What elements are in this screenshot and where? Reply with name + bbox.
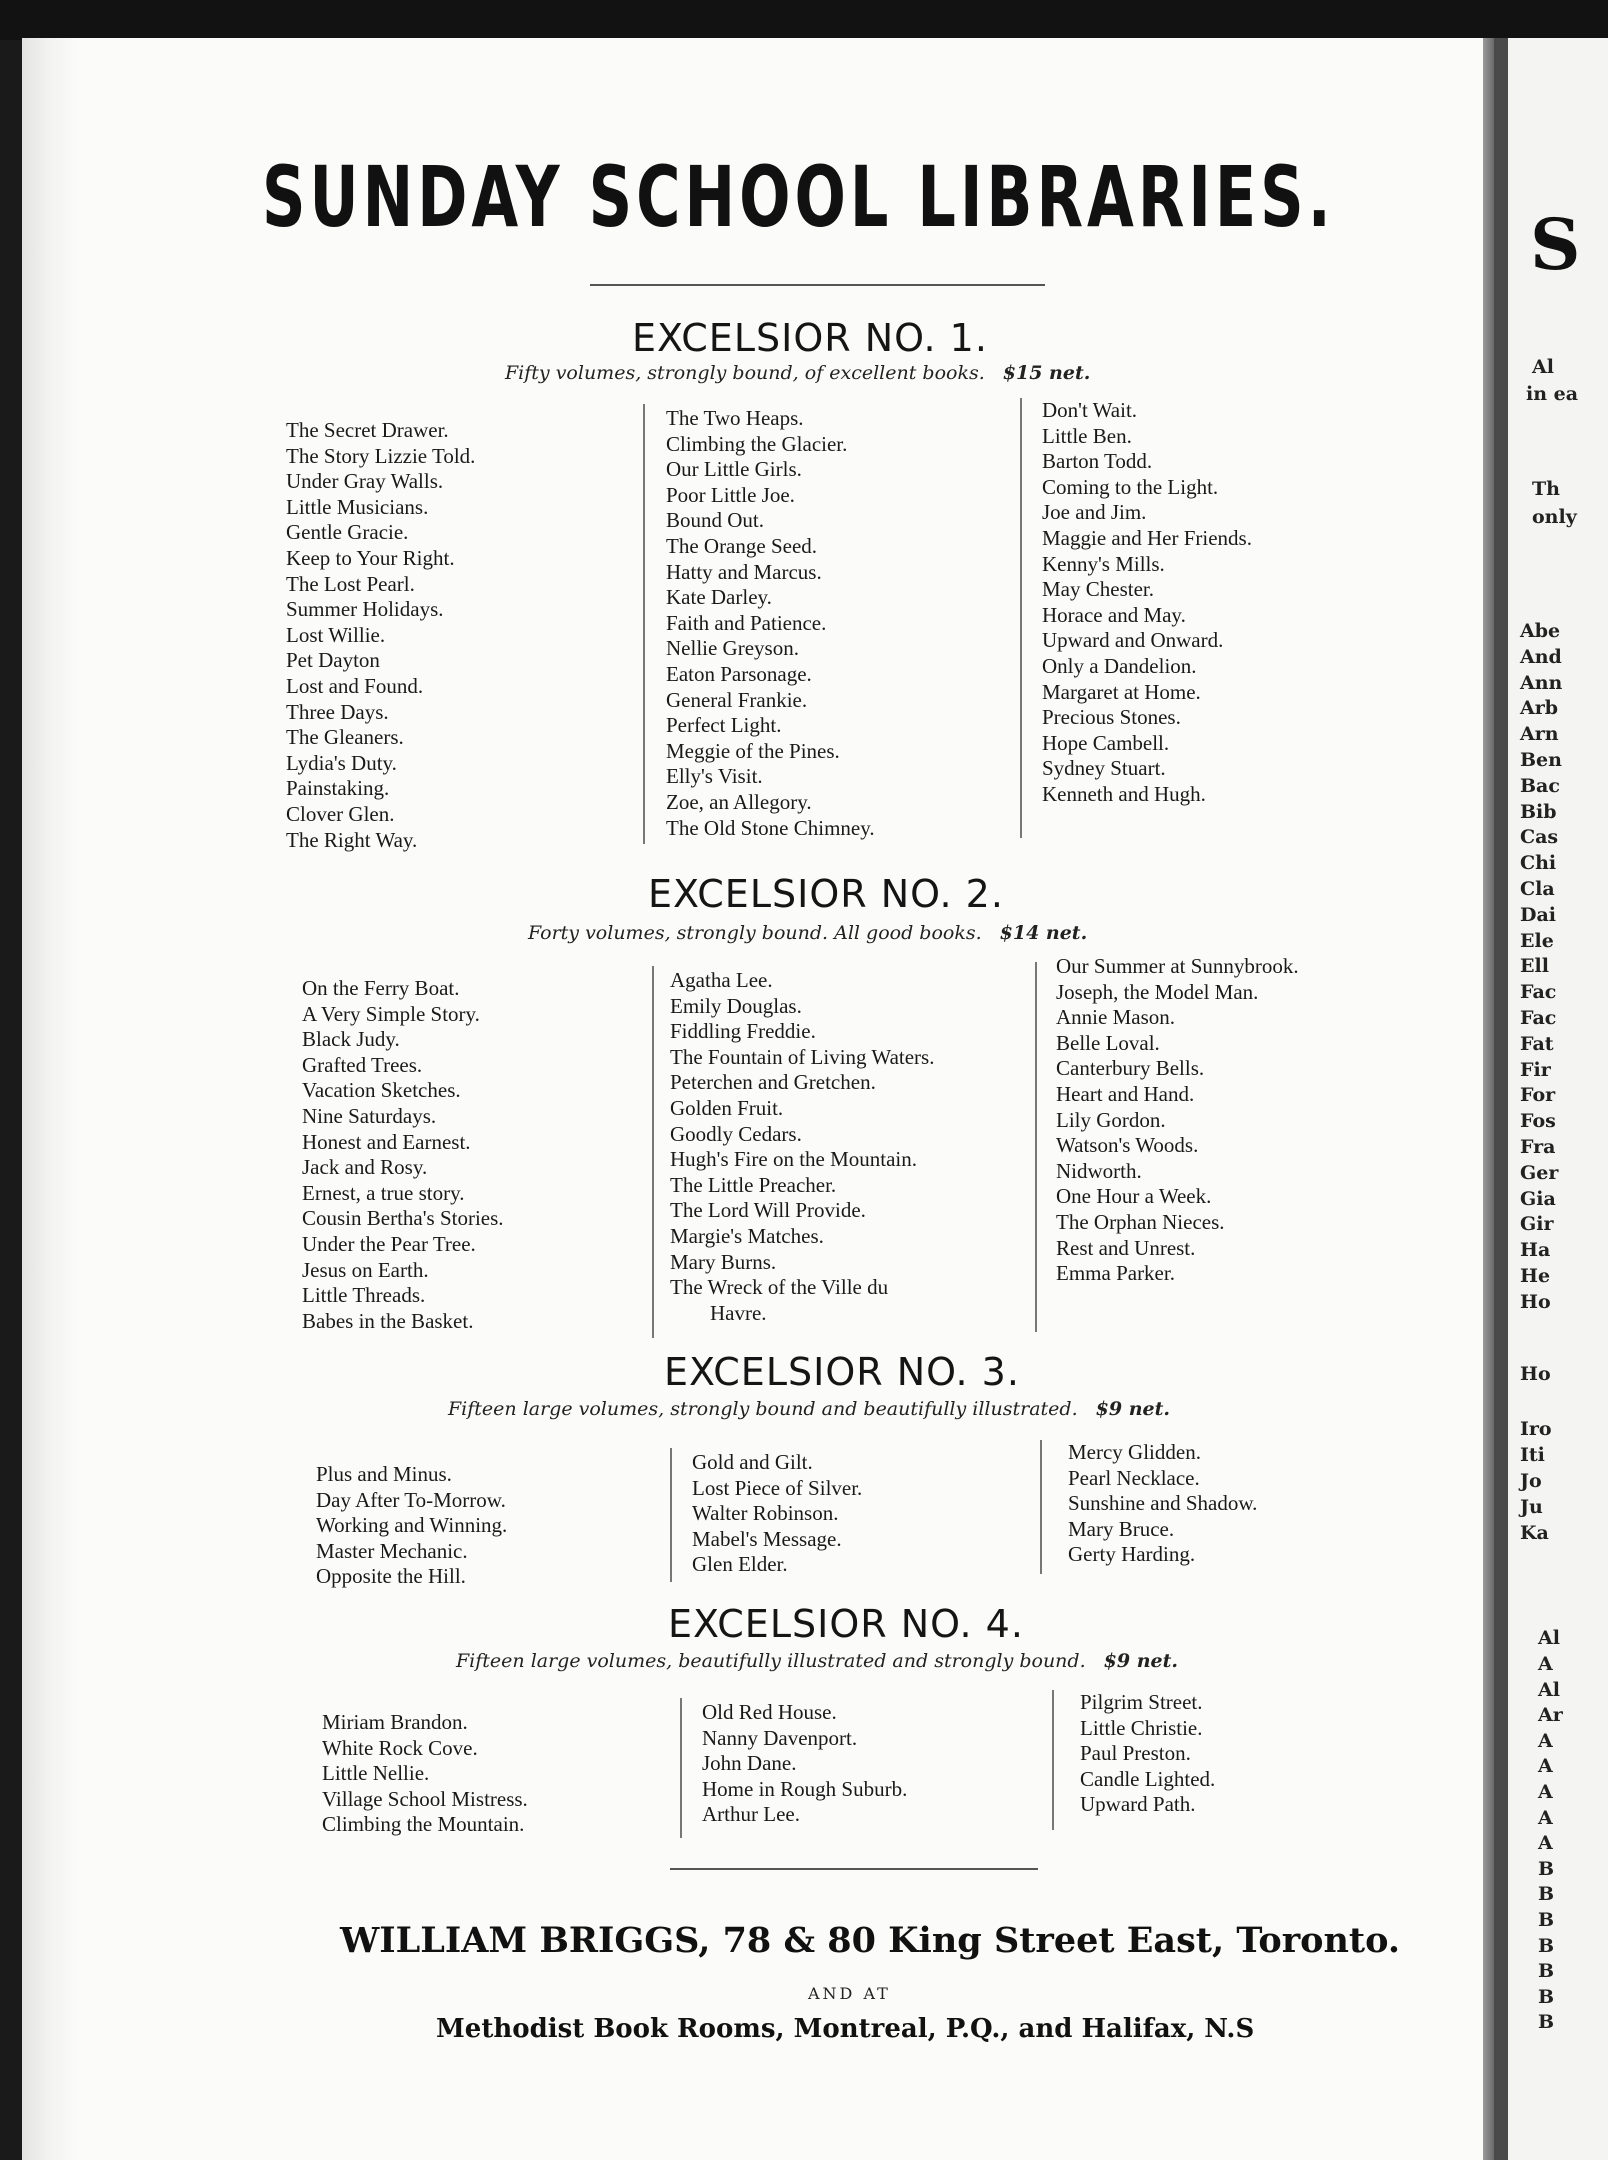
adjacent-page-line: B	[1538, 1985, 1555, 2008]
book-title: The Old Stone Chimney.	[666, 815, 875, 840]
book-title: Joe and Jim.	[1042, 500, 1147, 525]
branches-line: Methodist Book Rooms, Montreal, P.Q., and Halifax, N.S	[436, 2014, 1255, 2044]
book-title: Precious Stones.	[1042, 705, 1181, 730]
publisher-line: WILLIAM BRIGGS, 78 & 80 King Street East, Toronto.	[340, 1920, 1401, 1961]
book-title: Watson's Woods.	[1056, 1133, 1199, 1158]
book-title: Perfect Light.	[666, 713, 782, 738]
book-title: Arthur Lee.	[702, 1802, 800, 1827]
column-divider	[1020, 398, 1022, 838]
book-title: The Gleaners.	[286, 725, 404, 750]
book-title: Mary Burns.	[670, 1249, 777, 1274]
book-title: Faith and Patience.	[666, 610, 827, 635]
book-title: Mary Bruce.	[1068, 1516, 1175, 1541]
adjacent-page-line: Gia	[1520, 1187, 1556, 1210]
book-title: Zoe, an Allegory.	[666, 789, 812, 814]
column-divider	[680, 1698, 682, 1838]
section-subtitle-4	[456, 1650, 1178, 1672]
book-title: The Wreck of the Ville du	[670, 1275, 889, 1300]
book-column	[322, 1710, 528, 1838]
adjacent-page-line: For	[1520, 1084, 1556, 1107]
book-title: Kenny's Mills.	[1042, 551, 1165, 576]
book-title: Cousin Bertha's Stories.	[302, 1206, 504, 1231]
adjacent-page-line: Ha	[1520, 1239, 1551, 1262]
book-title: Canterbury Bells.	[1056, 1056, 1205, 1081]
section-subtitle-text: Fifty volumes, strongly bound, of excellent books.	[505, 362, 985, 384]
book-title: Hugh's Fire on the Mountain.	[670, 1147, 918, 1172]
adjacent-page-line: B	[1538, 1960, 1555, 1983]
book-title: Upward and Onward.	[1042, 628, 1224, 653]
book-title: Day After To-Morrow.	[316, 1487, 506, 1512]
book-column	[1068, 1440, 1257, 1568]
footer-rule	[670, 1868, 1038, 1870]
book-title: Little Threads.	[302, 1283, 426, 1308]
adjacent-page-line: And	[1520, 645, 1562, 668]
adjacent-page-line: A	[1538, 1729, 1553, 1752]
adjacent-page-line: Ka	[1520, 1521, 1549, 1544]
book-column	[692, 1450, 862, 1578]
section-price: $14 net.	[999, 922, 1088, 944]
book-title: Village School Mistress.	[322, 1786, 528, 1811]
adjacent-page-line: Fir	[1520, 1058, 1551, 1081]
section-heading-3: EXCELSIOR NO. 3.	[664, 1350, 1020, 1394]
book-title: Opposite the Hill.	[316, 1564, 466, 1589]
book-title: Lydia's Duty.	[286, 750, 397, 775]
column-divider	[652, 966, 654, 1338]
adjacent-page-line: Bib	[1520, 800, 1557, 823]
section-subtitle-text: Forty volumes, strongly bound. All good books.	[528, 922, 982, 944]
book-title: Little Ben.	[1042, 423, 1132, 448]
adjacent-page-line: Dai	[1520, 903, 1557, 926]
section-price: $15 net.	[1002, 362, 1091, 384]
book-title: Jack and Rosy.	[302, 1155, 428, 1180]
page-binding-shadow	[22, 38, 80, 2160]
book-title: Rest and Unrest.	[1056, 1235, 1196, 1260]
adjacent-page-line: Arn	[1520, 723, 1559, 746]
adjacent-page-line: B	[1538, 1909, 1555, 1931]
book-title: Gentle Gracie.	[286, 520, 409, 545]
book-title: Goodly Cedars.	[670, 1121, 802, 1146]
book-title: Miriam Brandon.	[322, 1710, 468, 1734]
adjacent-page-line: Fac	[1520, 981, 1557, 1004]
book-title: Margie's Matches.	[670, 1223, 824, 1248]
book-title: Eaton Parsonage.	[666, 661, 812, 686]
book-title: Plus and Minus.	[316, 1462, 452, 1486]
book-title: Sunshine and Shadow.	[1068, 1491, 1258, 1516]
book-title: Belle Loval.	[1056, 1030, 1160, 1055]
adjacent-page-line: Cas	[1520, 826, 1559, 849]
book-title: Gold and Gilt.	[692, 1450, 813, 1474]
book-title: One Hour a Week.	[1056, 1184, 1212, 1209]
book-title: Hatty and Marcus.	[666, 559, 822, 584]
book-title: The Orange Seed.	[666, 533, 818, 558]
book-title: White Rock Cove.	[322, 1735, 478, 1760]
adjacent-page-line: Al	[1532, 356, 1554, 378]
book-column	[666, 406, 875, 841]
book-title: Elly's Visit.	[666, 764, 763, 789]
column-divider	[1052, 1690, 1054, 1830]
scan-top-edge	[0, 0, 1608, 40]
section-heading-2: EXCELSIOR NO. 2.	[648, 872, 1004, 916]
adjacent-page-line: Ger	[1520, 1161, 1559, 1184]
book-title: The Story Lizzie Told.	[286, 443, 476, 468]
book-title: Nidworth.	[1056, 1158, 1142, 1183]
adjacent-page-line: B	[1538, 1883, 1555, 1906]
book-title: Bound Out.	[666, 508, 765, 533]
book-title: Clover Glen.	[286, 801, 395, 826]
book-title: Pilgrim Street.	[1080, 1690, 1203, 1714]
adjacent-page-line: Ben	[1520, 749, 1562, 771]
book-title: Nine Saturdays.	[302, 1103, 437, 1128]
book-title: The Right Way.	[286, 827, 418, 852]
book-title: Climbing the Glacier.	[666, 431, 848, 456]
book-title: Annie Mason.	[1056, 1005, 1175, 1030]
book-title: Heart and Hand.	[1056, 1081, 1195, 1106]
book-title: Emily Douglas.	[670, 993, 802, 1018]
book-title: The Orphan Nieces.	[1056, 1209, 1225, 1234]
book-title: The Little Preacher.	[670, 1172, 837, 1197]
adjacent-page-line: A	[1538, 1781, 1553, 1803]
book-title: Under Gray Walls.	[286, 469, 444, 494]
title-rule	[590, 284, 1045, 286]
book-title: Gerty Harding.	[1068, 1542, 1196, 1567]
adjacent-page-line: Ho	[1520, 1362, 1551, 1385]
book-column	[1080, 1690, 1215, 1818]
adjacent-page-line: Bac	[1520, 774, 1560, 797]
book-title: Ernest, a true story.	[302, 1180, 465, 1205]
adjacent-page-line: Iro	[1520, 1418, 1552, 1441]
book-title: The Lord Will Provide.	[670, 1198, 866, 1223]
book-column	[286, 418, 475, 853]
book-title: Glen Elder.	[692, 1552, 788, 1577]
book-title: Walter Robinson.	[692, 1501, 839, 1526]
book-title: Our Little Girls.	[666, 457, 802, 482]
adjacent-page-line: Ann	[1520, 671, 1563, 694]
book-title: Little Musicians.	[286, 494, 429, 519]
book-title: Lily Gordon.	[1056, 1107, 1166, 1132]
book-title: Lost and Found.	[286, 673, 424, 698]
adjacent-page-line: Fac	[1520, 1007, 1557, 1029]
book-title: Little Christie.	[1080, 1715, 1203, 1740]
book-title: The Lost Pearl.	[286, 571, 415, 596]
book-title: Nanny Davenport.	[702, 1725, 858, 1750]
book-title: Mabel's Message.	[692, 1526, 842, 1551]
book-title: Upward Path.	[1080, 1792, 1196, 1817]
section-subtitle-2	[528, 922, 1087, 944]
book-title: May Chester.	[1042, 577, 1154, 602]
book-column	[316, 1462, 507, 1590]
column-divider	[670, 1448, 672, 1582]
book-title: Under the Pear Tree.	[302, 1231, 476, 1256]
book-title: The Fountain of Living Waters.	[670, 1044, 935, 1069]
adjacent-page-line: Ju	[1520, 1495, 1543, 1518]
adjacent-page-line: A	[1538, 1653, 1553, 1675]
column-divider	[1040, 1440, 1042, 1574]
adjacent-page-line: Al	[1538, 1678, 1560, 1701]
adjacent-page-line: A	[1538, 1806, 1553, 1829]
book-title: Mercy Glidden.	[1068, 1440, 1201, 1464]
page-title: SUNDAY SCHOOL LIBRARIES.	[262, 148, 1335, 246]
book-title: Honest and Earnest.	[302, 1129, 471, 1154]
book-title: Coming to the Light.	[1042, 474, 1219, 499]
adjacent-page-line: Abe	[1520, 620, 1561, 642]
book-title: John Dane.	[702, 1751, 797, 1776]
book-column	[1042, 398, 1252, 808]
book-title: Painstaking.	[286, 776, 390, 801]
book-title: Golden Fruit.	[670, 1095, 784, 1120]
adjacent-page-line: only	[1532, 506, 1577, 528]
book-title: Lost Willie.	[286, 622, 386, 647]
book-title: Meggie of the Pines.	[666, 738, 840, 763]
book-title: On the Ferry Boat.	[302, 976, 460, 1000]
section-heading-4: EXCELSIOR NO. 4.	[668, 1602, 1024, 1646]
book-title: Pearl Necklace.	[1068, 1465, 1200, 1490]
section-subtitle-text: Fifteen large volumes, strongly bound and beautifully illustrated.	[448, 1398, 1078, 1420]
book-title: General Frankie.	[666, 687, 808, 712]
section-heading-1: EXCELSIOR NO. 1.	[632, 316, 988, 360]
column-divider	[1035, 962, 1037, 1332]
book-title: Poor Little Joe.	[666, 482, 795, 507]
adjacent-page-line: Ele	[1520, 929, 1554, 952]
section-subtitle-3	[448, 1398, 1170, 1420]
book-title: Master Mechanic.	[316, 1538, 468, 1563]
adjacent-page-line: Chi	[1520, 852, 1557, 875]
adjacent-page-line: He	[1520, 1265, 1551, 1287]
adjacent-page-line: A	[1538, 1755, 1553, 1778]
book-title: A Very Simple Story.	[302, 1001, 480, 1026]
book-title: Climbing the Mountain.	[322, 1812, 525, 1837]
book-title: Agatha Lee.	[670, 968, 773, 992]
adjacent-page-line: Arb	[1520, 697, 1559, 720]
adjacent-page-line: in ea	[1526, 383, 1579, 405]
book-title: Emma Parker.	[1056, 1261, 1175, 1286]
book-column	[702, 1700, 907, 1828]
adjacent-page-big-letter: S	[1530, 203, 1581, 286]
book-title: Babes in the Basket.	[302, 1308, 474, 1333]
book-title: Working and Winning.	[316, 1513, 508, 1538]
book-title: Pet Dayton	[286, 648, 380, 673]
book-column	[670, 968, 934, 1326]
adjacent-page-line: B	[1538, 1857, 1555, 1880]
adjacent-page-line: Fat	[1520, 1032, 1554, 1055]
book-title: Peterchen and Gretchen.	[670, 1070, 876, 1095]
adjacent-page-line: Jo	[1520, 1470, 1542, 1492]
book-title: Little Nellie.	[322, 1761, 430, 1786]
book-title: Grafted Trees.	[302, 1052, 423, 1077]
book-column	[302, 976, 504, 1334]
book-title: Horace and May.	[1042, 602, 1186, 627]
book-title: Lost Piece of Silver.	[692, 1475, 863, 1500]
adjacent-page-line: Fra	[1520, 1136, 1556, 1158]
adjacent-page-line: B	[1538, 2011, 1555, 2034]
book-title: Three Days.	[286, 699, 389, 724]
book-title: The Secret Drawer.	[286, 418, 449, 442]
book-title: Only a Dandelion.	[1042, 653, 1197, 678]
book-title: Keep to Your Right.	[286, 545, 455, 570]
book-title: Kate Darley.	[666, 585, 772, 610]
section-subtitle-1	[505, 362, 1090, 384]
book-title: Don't Wait.	[1042, 398, 1138, 422]
adjacent-page	[1494, 38, 1608, 2160]
adjacent-page-line: Iti	[1520, 1444, 1545, 1467]
adjacent-page-line: Ell	[1520, 955, 1549, 978]
adjacent-page-line: Ar	[1538, 1704, 1563, 1727]
column-divider	[643, 404, 645, 844]
book-title: Jesus on Earth.	[302, 1257, 429, 1282]
section-price: $9 net.	[1103, 1650, 1178, 1672]
book-title: Summer Holidays.	[286, 597, 444, 622]
book-title: The Two Heaps.	[666, 406, 804, 430]
book-title: Candle Lighted.	[1080, 1766, 1216, 1791]
adjacent-page-line: Ho	[1520, 1290, 1551, 1313]
section-price: $9 net.	[1095, 1398, 1170, 1420]
adjacent-page-line: Al	[1538, 1627, 1560, 1650]
adjacent-page-line: A	[1538, 1832, 1553, 1855]
book-title: Black Judy.	[302, 1027, 400, 1052]
book-title: Hope Cambell.	[1042, 730, 1170, 755]
and-at-line: AND AT	[808, 1984, 891, 2003]
book-title: Havre.	[710, 1300, 767, 1325]
book-title: Home in Rough Suburb.	[702, 1776, 908, 1801]
book-title: Sydney Stuart.	[1042, 756, 1166, 781]
book-title: Maggie and Her Friends.	[1042, 525, 1252, 550]
book-title: Our Summer at Sunnybrook.	[1056, 954, 1299, 978]
adjacent-page-line: Cla	[1520, 878, 1555, 900]
book-title: Barton Todd.	[1042, 449, 1153, 474]
book-title: Margaret at Home.	[1042, 679, 1201, 704]
book-title: Old Red House.	[702, 1700, 837, 1724]
book-column	[1056, 954, 1299, 1287]
book-title: Joseph, the Model Man.	[1056, 979, 1259, 1004]
adjacent-page-line: Fos	[1520, 1110, 1556, 1133]
book-title: Vacation Sketches.	[302, 1078, 461, 1103]
adjacent-page-line: Th	[1532, 478, 1560, 500]
book-title: Paul Preston.	[1080, 1741, 1191, 1766]
book-title: Kenneth and Hugh.	[1042, 781, 1206, 806]
section-subtitle-text: Fifteen large volumes, beautifully illustrated and strongly bound.	[456, 1650, 1086, 1672]
adjacent-page-line: Gir	[1520, 1213, 1554, 1236]
book-title: Fiddling Freddie.	[670, 1019, 816, 1044]
adjacent-page-line: B	[1538, 1934, 1555, 1957]
book-title: Nellie Greyson.	[666, 636, 799, 661]
